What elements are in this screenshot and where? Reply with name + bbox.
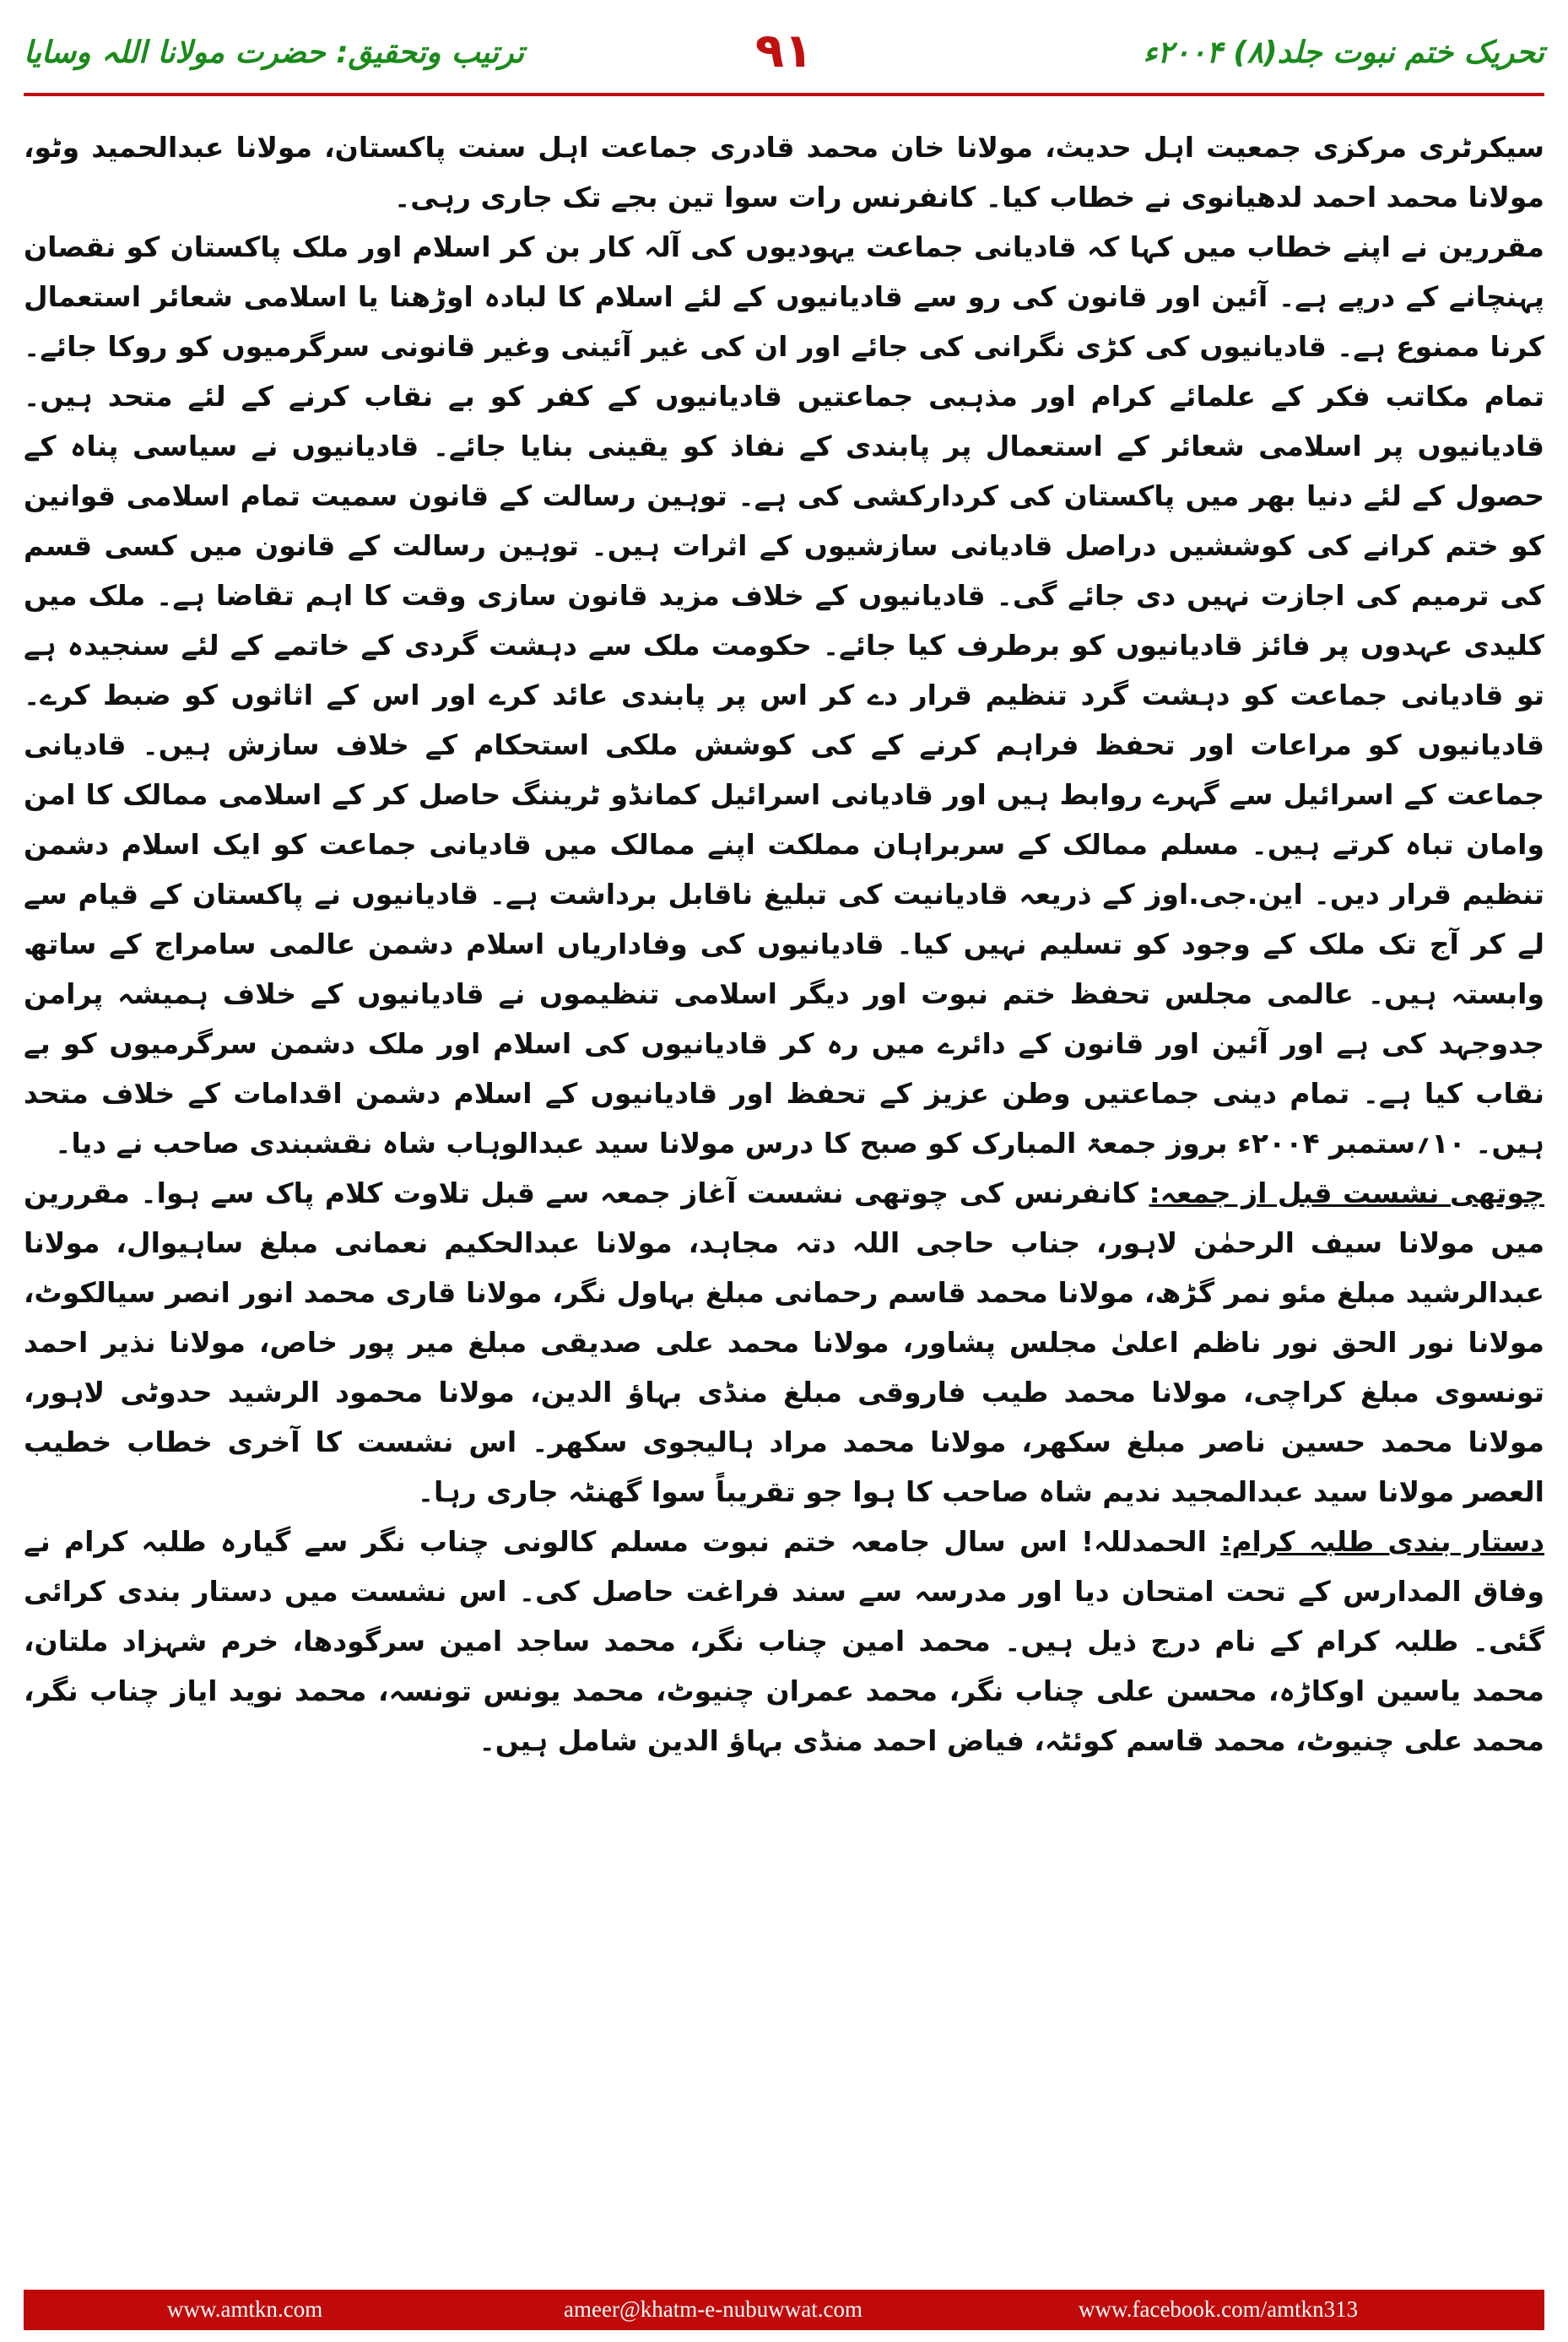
paragraph-resolutions: مقررین نے اپنے خطاب میں کہا کہ قادیانی جماعت یہودیوں کی آلہ کار بن کر اسلام اور ملک پاکستان کو نقصان پہنچانے کے درپے ہے۔ آئین اور قانون کی رو سے قادیانیوں کے لئے اسلام کا لبادہ اوڑھنا یا اسلامی شعائر استعمال کرنا ممنوع ہے۔ قادیانیوں کی کڑی نگرانی کی جائے اور ان کی غیر آئینی وغیر قانونی سرگرمیوں کو روکا جائے۔ تمام مکاتب فکر کے علمائے کرام اور مذہبی جماعتیں قادیانیوں کے کفر کو بے نقاب کرنے کے لئے متحد ہیں۔ قادیانیوں پر اسلامی شعائر کے استعمال پر پابندی کے نفاذ کو یقینی بنایا جائے۔ قادیانیوں نے سیاسی پناہ کے حصول کے لئے دنیا بھر میں پاکستان کی کردارکشی کی ہے۔ توہین رسالت کے قانون سمیت تمام اسلامی قوانین کو ختم کرانے کی کوششیں دراصل قادیانی سازشیوں کے اثرات ہیں۔ توہین رسالت کے قانون میں کسی قسم کی ترمیم کی اجازت نہیں دی جائے گی۔ قادیانیوں کے خلاف مزید قانون سازی وقت کا اہم تقاضا ہے۔ ملک میں کلیدی عہدوں پر فائز قادیانیوں کو برطرف کیا جائے۔ حکومت ملک سے دہشت گردی کے خاتمے کے لئے سنجیدہ ہے تو قادیانی جماعت کو دہشت گرد تنظیم قرار دے کر اس پر پابندی عائد کرے اور اس کے اثاثوں کو ضبط کرے۔ قادیانیوں کو مراعات اور تحفظ فراہم کرنے کے کی کوشش ملکی استحکام کے خلاف سازش ہیں۔ قادیانی جماعت کے اسرائیل سے گہرے روابط ہیں اور قادیانی اسرائیل کمانڈو ٹریننگ حاصل کر کے اسلامی ممالک کا امن وامان تباہ کرتے ہیں۔ مسلم ممالک کے سربراہان مملکت اپنے ممالک میں قادیانی جماعت کو ایک اسلام دشمن تنظیم قرار دیں۔ این.جی.اوز کے ذریعہ قادیانیت کی تبلیغ ناقابل برداشت ہے۔ قادیانیوں نے پاکستان کے قیام سے لے کر آج تک ملک کے وجود کو تسلیم نہیں کیا۔ قادیانیوں کی وفاداریاں اسلام دشمن عالمی سامراج کے ساتھ وابستہ ہیں۔ عالمی مجلس تحفظ ختم نبوت اور دیگر اسلامی تنظیموں نے قادیانیوں کے خلاف ہمیشہ پرامن جدوجہد کی ہے اور آئین اور قانون کے دائرے میں رہ کر قادیانیوں کی اسلام اور ملک دشمن سرگرمیوں کو بے نقاب کیا ہے۔ تمام دینی جماعتیں وطن عزیز کے تحفظ اور قادیانیوں کے اسلام دشمن اقدامات کے خلاف متحد ہیں۔ ۱۰؍ستمبر ۲۰۰۴ء بروز جمعۃ المبارک کو صبح کا درس مولانا سید عبدالوہاب شاہ نقشبندی صاحب نے دیا۔	[24, 230, 1544, 1160]
fourth-session-text: کانفرنس کی چوتھی نشست آغاز جمعہ سے قبل تلاوت کلام پاک سے ہوا۔ مقررین میں مولانا سیف الرحمٰن لاہور، جناب حاجی اللہ دتہ مجاہد، مولانا عبدالحکیم نعمانی مبلغ ساہیوال، مولانا عبدالرشید مبلغ مئو نمر گڑھ، مولانا محمد قاسم رحمانی مبلغ بہاول نگر، مولانا قاری محمد انور انصر سیالکوٹ، مولانا نور الحق نور ناظم اعلیٰ مجلس پشاور، مولانا محمد علی صدیقی مبلغ میر پور خاص، مولانا نذیر احمد تونسوی مبلغ کراچی، مولانا محمد طیب فاروقی مبلغ منڈی بہاؤ الدین، مولانا محمود الرشید حدوٹی لاہور، مولانا محمد حسین ناصر مبلغ سکھر، مولانا محمد مراد ہالیجوی سکھر۔ اس نشست کا آخری خطاب خطیب العصر مولانا سید عبدالمجید ندیم شاہ صاحب کا ہوا جو تقریباً سوا گھنٹہ جاری رہا۔	[24, 1176, 1544, 1508]
footer-website-link[interactable]: www.amtkn.com	[167, 2296, 323, 2322]
section-heading-dastar-bandi: دستار بندی طلبہ کرام:	[1220, 1525, 1545, 1558]
dastar-bandi-text: الحمدللہ! اس سال جامعہ ختم نبوت مسلم کالونی چناب نگر سے گیارہ طلبہ کرام نے وفاق المدارس کے تحت امتحان دیا اور مدرسہ سے سند فراغت حاصل کی۔ اس نشست میں دستار بندی کرائی گئی۔ طلبہ کرام کے نام درج ذیل ہیں۔ محمد امین چناب نگر، محمد ساجد امین سرگودھا، خرم شہزاد ملتان، محمد یاسین اوکاڑہ، محسن علی چناب نگر، محمد عمران چنیوٹ، محمد یونس تونسہ، محمد نوید ایاز چناب نگر، محمد علی چنیوٹ، محمد قاسم کوئٹہ، فیاض احمد منڈی بہاؤ الدین شامل ہیں۔	[24, 1525, 1544, 1757]
footer-facebook-link[interactable]: www.facebook.com/amtkn313	[1079, 2296, 1359, 2322]
section-heading-fourth-session: چوتھی نشست قبل از جمعہ:	[1149, 1176, 1544, 1209]
page-number: ۹۱	[754, 24, 814, 78]
footer-email-link[interactable]: ameer@khatm-e-nubuwwat.com	[564, 2296, 862, 2322]
article-body	[24, 122, 1544, 1766]
header-compiler-credit: ترتیب وتحقیق: حضرت مولانا اللہ وسایا	[24, 35, 525, 70]
paragraph-fourth-session	[24, 1168, 1544, 1517]
paragraph-speakers: سیکرٹری مرکزی جمعیت اہل حدیث، مولانا خان محمد قادری جماعت اہل سنت پاکستان، مولانا عبدالحمید وٹو، مولانا محمد احمد لدھیانوی نے خطاب کیا۔ کانفرنس رات سوا تین بجے تک جاری رہی۔	[24, 131, 1544, 214]
page-footer	[24, 2290, 1544, 2330]
paragraph-dastar-bandi	[24, 1517, 1544, 1766]
page-header	[24, 17, 1544, 97]
header-divider	[24, 93, 1544, 96]
header-book-title: تحریک ختم نبوت جلد(۸) ۲۰۰۴ء	[1143, 35, 1544, 70]
